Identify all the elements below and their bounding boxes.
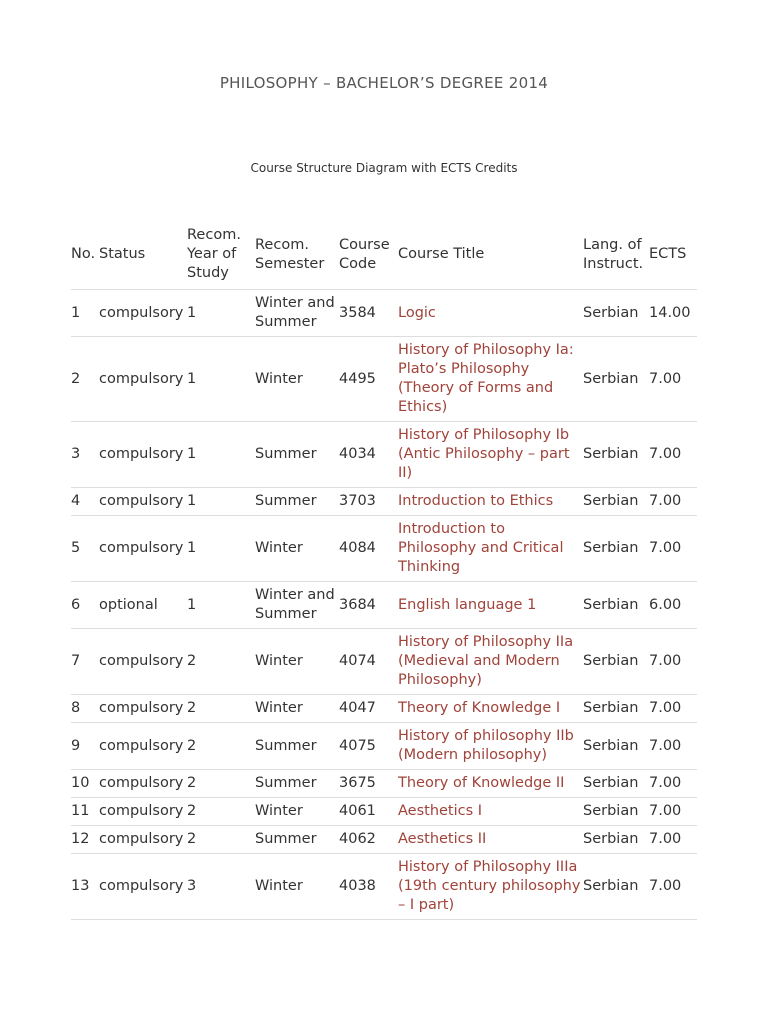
cell-year: 2 — [187, 770, 255, 798]
cell-ects: 7.00 — [649, 337, 697, 422]
course-title-link[interactable]: History of Philosophy Ib (Antic Philosophy – part II) — [398, 422, 583, 488]
cell-ects: 7.00 — [649, 798, 697, 826]
cell-year: 2 — [187, 826, 255, 854]
cell-code: 4075 — [339, 723, 398, 770]
cell-status: compulsory — [99, 629, 187, 695]
header-code: Course Code — [339, 224, 398, 290]
cell-status: compulsory — [99, 854, 187, 920]
cell-year: 1 — [187, 516, 255, 582]
course-title-link[interactable]: Aesthetics I — [398, 798, 583, 826]
cell-no: 5 — [71, 516, 99, 582]
cell-semester: Winter — [255, 516, 339, 582]
cell-status: compulsory — [99, 723, 187, 770]
table-row — [71, 798, 697, 826]
cell-status: compulsory — [99, 488, 187, 516]
cell-ects: 14.00 — [649, 290, 697, 337]
course-title-link[interactable]: Introduction to Ethics — [398, 488, 583, 516]
header-ects: ECTS — [649, 224, 697, 290]
table-row — [71, 695, 697, 723]
table-row — [71, 422, 697, 488]
cell-lang: Serbian — [583, 337, 649, 422]
course-title-link[interactable]: Logic — [398, 290, 583, 337]
cell-lang: Serbian — [583, 629, 649, 695]
table-row — [71, 488, 697, 516]
cell-no: 9 — [71, 723, 99, 770]
cell-lang: Serbian — [583, 695, 649, 723]
table-row — [71, 629, 697, 695]
course-title-link[interactable]: History of philosophy IIb (Modern philosophy) — [398, 723, 583, 770]
cell-code: 4074 — [339, 629, 398, 695]
cell-no: 2 — [71, 337, 99, 422]
table-row — [71, 770, 697, 798]
table-row — [71, 854, 697, 920]
cell-semester: Summer — [255, 770, 339, 798]
cell-code: 4495 — [339, 337, 398, 422]
cell-semester: Winter — [255, 854, 339, 920]
cell-ects: 6.00 — [649, 582, 697, 629]
cell-year: 3 — [187, 854, 255, 920]
table-row — [71, 516, 697, 582]
cell-status: compulsory — [99, 826, 187, 854]
cell-semester: Winter and Summer — [255, 290, 339, 337]
table-header-row — [71, 224, 697, 290]
cell-code: 4034 — [339, 422, 398, 488]
cell-code: 3584 — [339, 290, 398, 337]
cell-semester: Winter — [255, 695, 339, 723]
cell-semester: Winter — [255, 629, 339, 695]
cell-lang: Serbian — [583, 826, 649, 854]
cell-lang: Serbian — [583, 488, 649, 516]
cell-status: compulsory — [99, 695, 187, 723]
cell-status: compulsory — [99, 798, 187, 826]
course-title-link[interactable]: Theory of Knowledge I — [398, 695, 583, 723]
header-semester: Recom. Semester — [255, 224, 339, 290]
cell-code: 3684 — [339, 582, 398, 629]
cell-status: compulsory — [99, 337, 187, 422]
cell-ects: 7.00 — [649, 629, 697, 695]
cell-year: 1 — [187, 422, 255, 488]
cell-lang: Serbian — [583, 290, 649, 337]
cell-year: 1 — [187, 488, 255, 516]
cell-semester: Summer — [255, 826, 339, 854]
cell-code: 4062 — [339, 826, 398, 854]
cell-status: compulsory — [99, 770, 187, 798]
cell-code: 4061 — [339, 798, 398, 826]
course-table — [71, 224, 697, 920]
cell-lang: Serbian — [583, 770, 649, 798]
cell-ects: 7.00 — [649, 695, 697, 723]
header-title: Course Title — [398, 224, 583, 290]
cell-no: 1 — [71, 290, 99, 337]
header-no: No. — [71, 224, 99, 290]
cell-status: compulsory — [99, 422, 187, 488]
header-status: Status — [99, 224, 187, 290]
cell-ects: 7.00 — [649, 770, 697, 798]
cell-year: 2 — [187, 629, 255, 695]
cell-lang: Serbian — [583, 582, 649, 629]
cell-year: 1 — [187, 582, 255, 629]
cell-ects: 7.00 — [649, 723, 697, 770]
cell-lang: Serbian — [583, 723, 649, 770]
cell-status: compulsory — [99, 516, 187, 582]
cell-code: 4047 — [339, 695, 398, 723]
cell-no: 12 — [71, 826, 99, 854]
cell-ects: 7.00 — [649, 854, 697, 920]
cell-semester: Winter and Summer — [255, 582, 339, 629]
table-row — [71, 290, 697, 337]
cell-code: 4084 — [339, 516, 398, 582]
cell-no: 4 — [71, 488, 99, 516]
cell-year: 1 — [187, 290, 255, 337]
page-subtitle: Course Structure Diagram with ECTS Credits — [250, 161, 518, 175]
table-row — [71, 337, 697, 422]
cell-semester: Summer — [255, 723, 339, 770]
cell-ects: 7.00 — [649, 488, 697, 516]
cell-no: 8 — [71, 695, 99, 723]
cell-status: optional — [99, 582, 187, 629]
cell-no: 13 — [71, 854, 99, 920]
course-title-link[interactable]: Theory of Knowledge II — [398, 770, 583, 798]
cell-semester: Summer — [255, 488, 339, 516]
cell-no: 6 — [71, 582, 99, 629]
cell-semester: Winter — [255, 798, 339, 826]
table-row — [71, 582, 697, 629]
cell-code: 4038 — [339, 854, 398, 920]
cell-year: 2 — [187, 723, 255, 770]
course-title-link[interactable]: History of Philosophy IIa (Medieval and Modern Philosophy) — [398, 629, 583, 695]
cell-lang: Serbian — [583, 516, 649, 582]
cell-semester: Summer — [255, 422, 339, 488]
cell-semester: Winter — [255, 337, 339, 422]
cell-status: compulsory — [99, 290, 187, 337]
cell-year: 1 — [187, 337, 255, 422]
cell-lang: Serbian — [583, 854, 649, 920]
course-title-link[interactable]: English language 1 — [398, 582, 583, 629]
table-row — [71, 723, 697, 770]
cell-lang: Serbian — [583, 422, 649, 488]
cell-code: 3703 — [339, 488, 398, 516]
page-title: PHILOSOPHY – BACHELOR’S DEGREE 2014 — [219, 74, 549, 92]
header-year: Recom. Year of Study — [187, 224, 255, 290]
cell-no: 10 — [71, 770, 99, 798]
cell-ects: 7.00 — [649, 516, 697, 582]
cell-year: 2 — [187, 695, 255, 723]
course-title-link[interactable]: Aesthetics II — [398, 826, 583, 854]
cell-no: 11 — [71, 798, 99, 826]
course-title-link[interactable]: Introduction to Philosophy and Critical Thinking — [398, 516, 583, 582]
cell-code: 3675 — [339, 770, 398, 798]
cell-lang: Serbian — [583, 798, 649, 826]
table-row — [71, 826, 697, 854]
cell-no: 7 — [71, 629, 99, 695]
cell-no: 3 — [71, 422, 99, 488]
cell-ects: 7.00 — [649, 422, 697, 488]
course-title-link[interactable]: History of Philosophy Ia: Plato’s Philosophy (Theory of Forms and Ethics) — [398, 337, 583, 422]
header-lang: Lang. of Instruct. — [583, 224, 649, 290]
cell-ects: 7.00 — [649, 826, 697, 854]
cell-year: 2 — [187, 798, 255, 826]
course-title-link[interactable]: History of Philosophy IIIa (19th century philosophy – I part) — [398, 854, 583, 920]
